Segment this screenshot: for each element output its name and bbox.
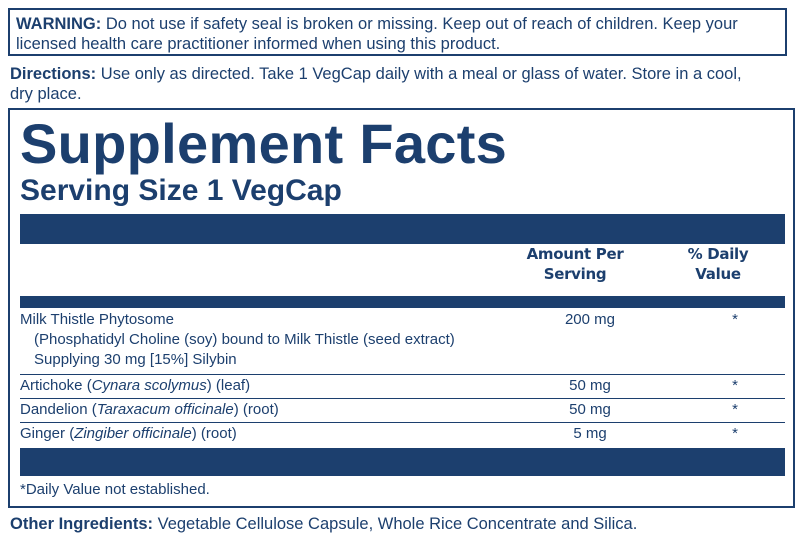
directions-text-1: Use only as directed. Take 1 VegCap daily with a meal or glass of water. Store in a cool, [100,65,742,83]
table-row [20,310,785,372]
dv-header-line-2: Value [695,265,741,283]
ingredient-detail-1: (Phosphatidyl Choline (soy) bound to Milk Thistle (seed extract) [34,331,455,348]
ingredient-amount: 50 mg [569,401,611,418]
directions [10,64,795,104]
ingredient-daily-value: * [732,425,738,442]
amount-header-line-1: Amount Per [526,245,624,263]
daily-value-header [678,244,758,284]
ingredient-common-name: Dandelion ( [20,401,97,418]
ingredient-latin-name: Taraxacum officinale [96,401,234,418]
ingredient-part: ) (leaf) [206,377,251,394]
thick-divider-bottom [20,448,785,476]
ingredient-amount: 50 mg [569,377,611,394]
ingredient-name [20,310,500,370]
facts-title: Supplement Facts [20,112,508,175]
table-row [20,376,785,396]
directions-text-2: dry place. [10,85,82,103]
ingredient-daily-value: * [732,401,738,418]
ingredient-part: ) (root) [233,401,279,418]
warning-label: WARNING: [16,15,102,33]
ingredient-label: Milk Thistle Phytosome [20,311,174,328]
thick-divider-middle [20,296,785,308]
thick-divider-top [20,214,785,244]
ingredient-common-name: Ginger ( [20,425,75,442]
other-ingredients-text: Vegetable Cellulose Capsule, Whole Rice Concentrate and Silica. [157,515,638,533]
other-ingredients-label: Other Ingredients: [10,515,154,533]
ingredient-part: ) (root) [191,425,237,442]
ingredient-name [20,376,500,396]
directions-label: Directions: [10,65,97,83]
ingredient-name [20,424,500,444]
ingredient-common-name: Artichoke ( [20,377,92,394]
other-ingredients [10,514,637,534]
table-row [20,400,785,420]
ingredient-detail-2: Supplying 30 mg [15%] Silybin [34,351,237,368]
amount-header-line-2: Serving [543,265,607,283]
ingredient-daily-value: * [732,377,738,394]
ingredient-name [20,400,500,420]
directions-line-1 [10,64,795,84]
table-row [20,424,785,444]
warning-text-1: Do not use if safety seal is broken or missing. Keep out of reach of children. Keep your [105,15,738,33]
amount-per-serving-header [510,244,640,284]
dv-header-line-1: % Daily [687,245,749,263]
ingredient-amount: 5 mg [573,425,607,442]
warning-text-2: licensed health care practitioner informed when using this product. [16,35,501,53]
serving-size: Serving Size 1 VegCap [20,174,342,207]
ingredient-daily-value: * [732,311,738,328]
warning-box [8,8,787,56]
row-divider [20,422,785,423]
ingredient-amount: 200 mg [564,311,616,328]
row-divider [20,398,785,399]
row-divider [20,374,785,375]
warning-line-1 [16,14,779,34]
ingredient-latin-name: Cynara scolymus [91,377,207,394]
ingredient-latin-name: Zingiber officinale [74,425,192,442]
supplement-facts-panel [8,108,795,508]
daily-value-footnote: *Daily Value not established. [20,481,210,498]
